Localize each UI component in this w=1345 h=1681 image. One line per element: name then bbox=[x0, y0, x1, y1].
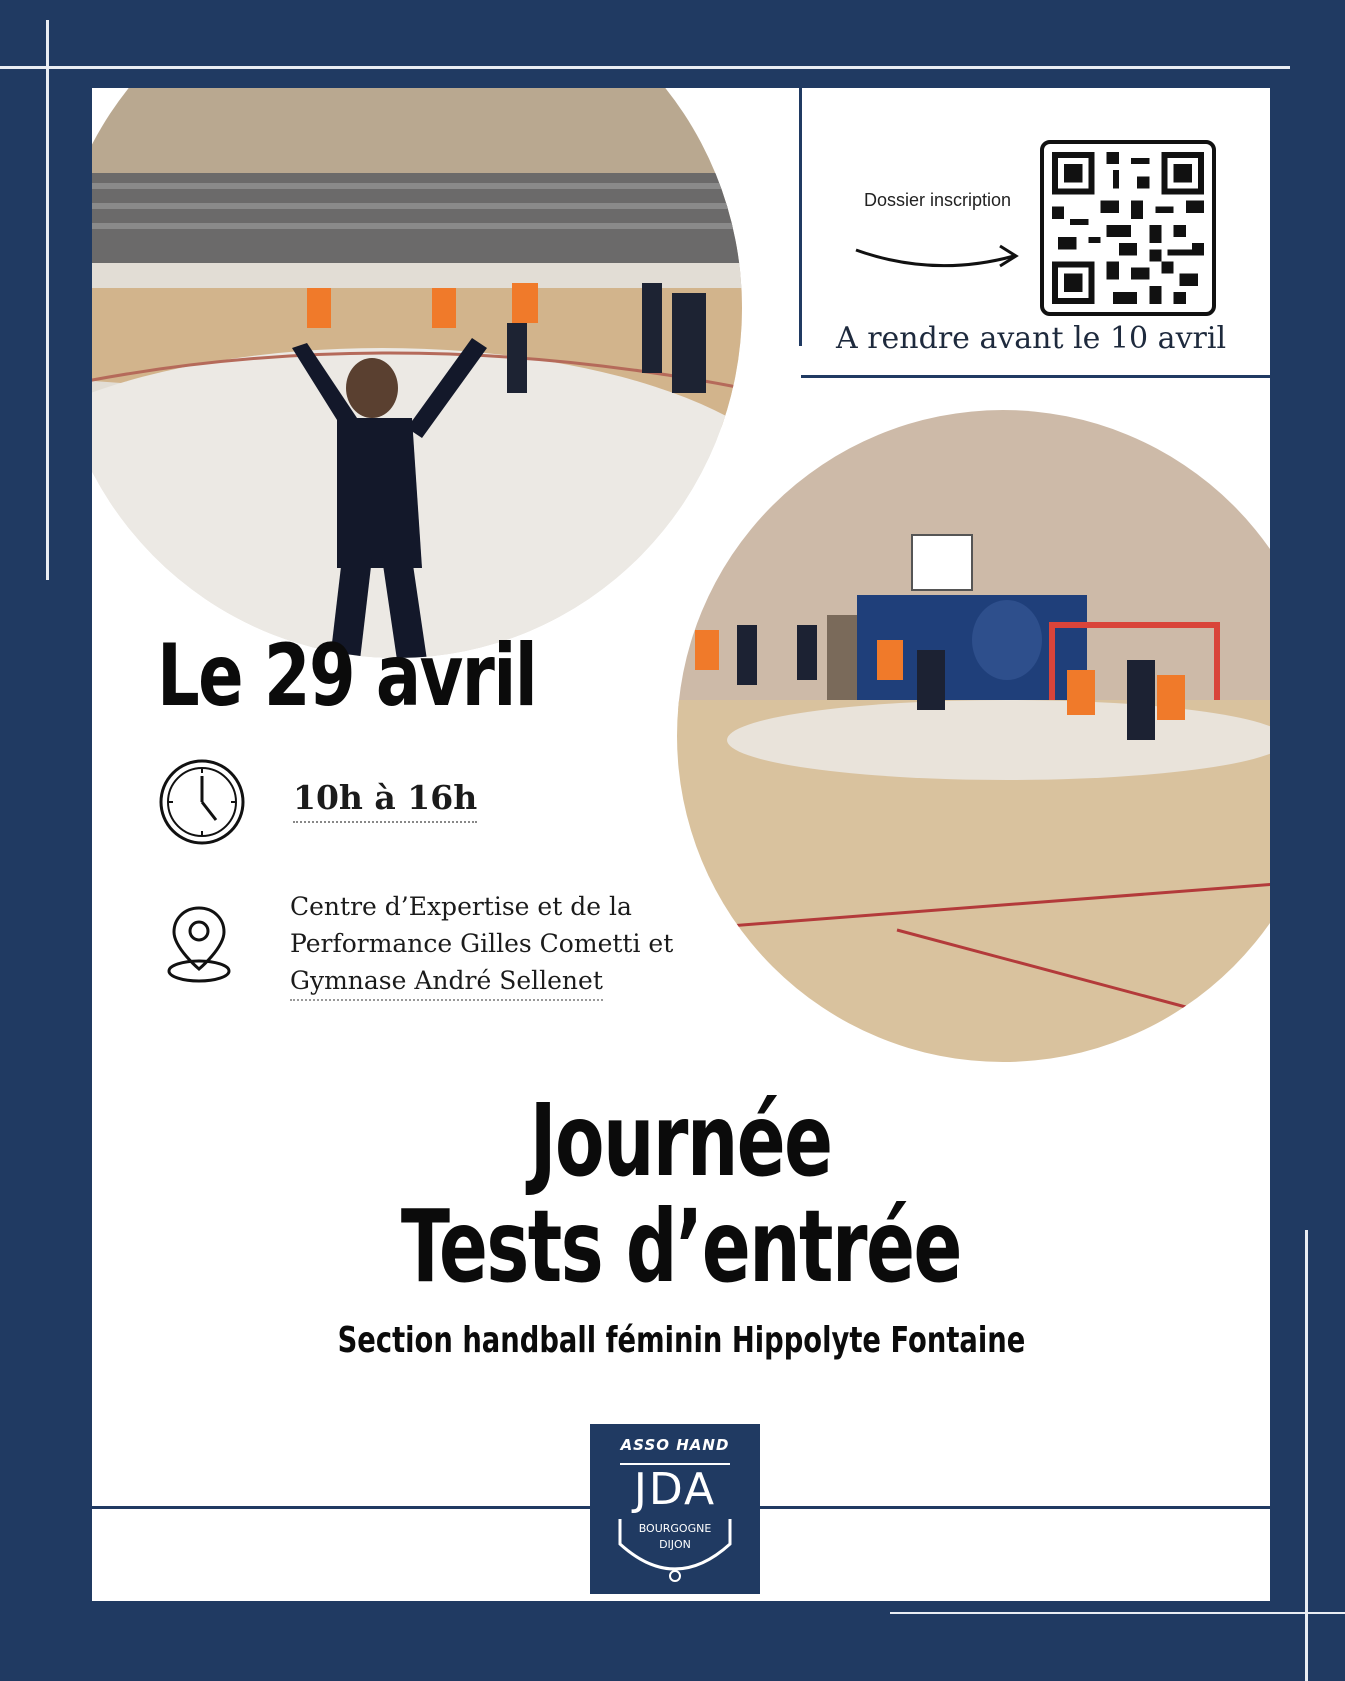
qr-code-icon[interactable] bbox=[1040, 140, 1216, 316]
logo-region-text: BOURGOGNE bbox=[638, 1522, 712, 1535]
event-time: 10h à 16h bbox=[293, 778, 477, 823]
qr-panel-divider-vertical bbox=[799, 88, 802, 346]
clock-icon bbox=[158, 758, 246, 846]
qr-label: Dossier inscription bbox=[864, 190, 1012, 210]
poster-subtitle bbox=[92, 1320, 1270, 1361]
subtitle-text: Section handball féminin Hippolyte Fontaine bbox=[337, 1320, 1025, 1361]
frame-line-left bbox=[46, 20, 49, 580]
event-date: Le 29 avril bbox=[157, 626, 537, 726]
location-line-2: Performance Gilles Cometti et bbox=[290, 929, 674, 958]
location-line-1: Centre d’Expertise et de la bbox=[290, 892, 632, 921]
frame-line-bottom bbox=[890, 1612, 1345, 1614]
match-photo bbox=[677, 410, 1270, 1062]
poster-card bbox=[92, 88, 1270, 1601]
location-pin-icon bbox=[164, 903, 234, 985]
event-location bbox=[290, 888, 750, 1001]
logo-main-text: JDA bbox=[633, 1464, 717, 1515]
location-line-3: Gymnase André Sellenet bbox=[290, 962, 603, 1001]
title-line-1: Journée bbox=[530, 1082, 832, 1199]
logo-city-text: DIJON bbox=[659, 1538, 691, 1551]
qr-panel-divider-horizontal bbox=[801, 375, 1270, 378]
poster-title bbox=[92, 1082, 1270, 1305]
club-logo bbox=[590, 1424, 760, 1594]
logo-top-text: ASSO HAND bbox=[620, 1436, 730, 1454]
title-line-2: Tests d’entrée bbox=[400, 1188, 961, 1305]
curved-arrow-icon bbox=[854, 238, 1024, 278]
frame-line-top bbox=[0, 66, 1290, 69]
training-photo-top bbox=[92, 88, 742, 658]
qr-deadline-text: A rendre avant le 10 avril bbox=[836, 321, 1227, 356]
